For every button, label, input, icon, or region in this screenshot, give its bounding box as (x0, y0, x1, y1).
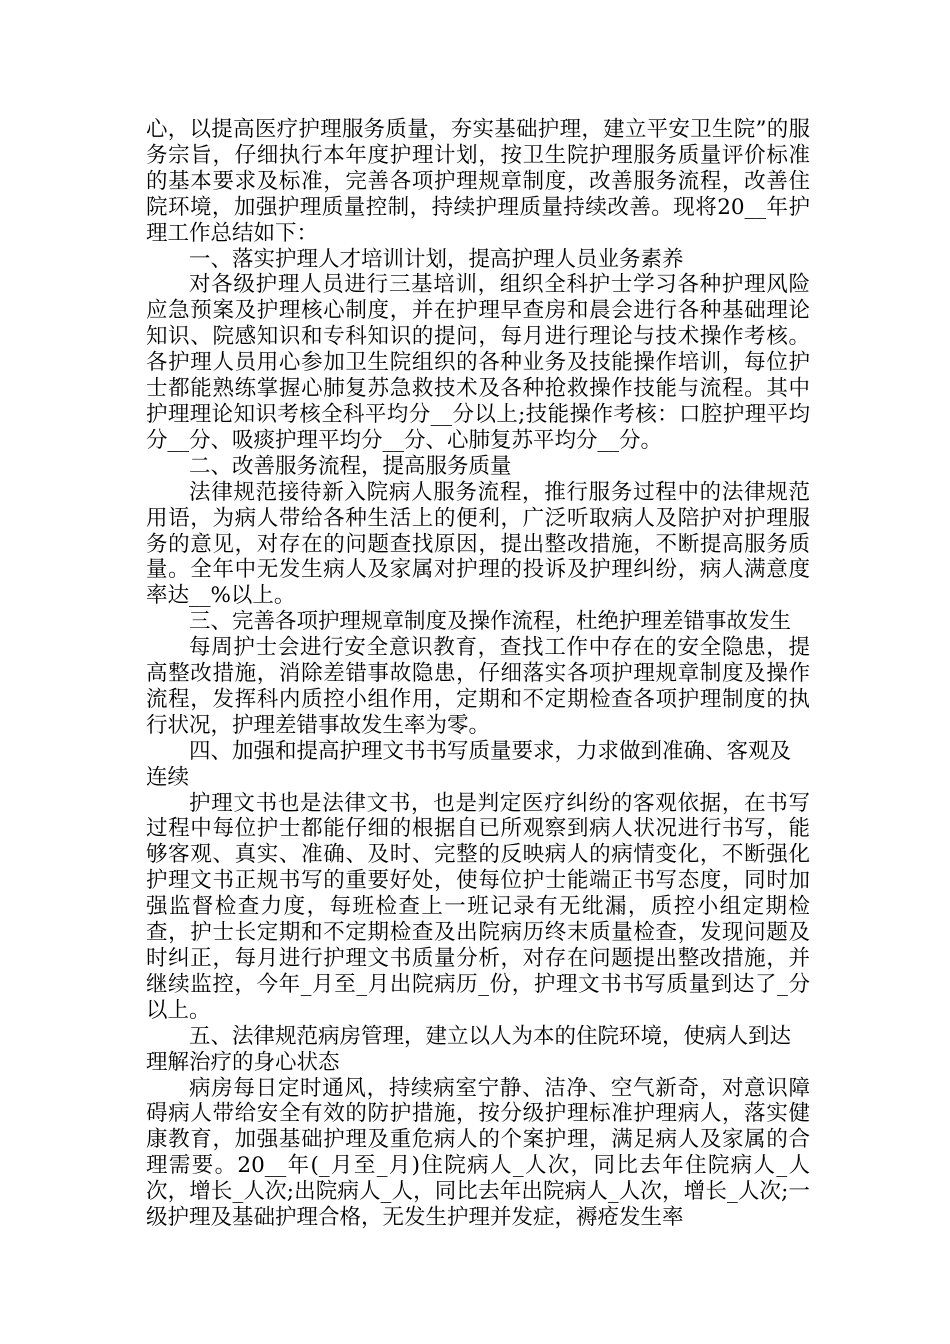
intro-paragraph: 心，以提高医疗护理服务质量，夯实基础护理，建立平安卫生院”的服务宗旨，仔细执行本年度护理计划，按卫生院护理服务质量评价标准的基本要求及标准，完善各项护理规章制度，改善服务流程，改善住院环境，加强护理质量控制，持续护理质量持续改善。现将20__年护理工作总结如下： (146, 117, 810, 246)
section-body: 法律规范接待新入院病人服务流程，推行服务过程中的法律规范用语，为病人带给各种生活上的便利，广泛听取病人及陪护对护理服务的意见，对存在的问题查找原因，提出整改措施，不断提高服务质量。全年中无发生病人及家属对护理的投诉及护理纠纷，病人满意度率达__%以上。 (146, 479, 810, 609)
document-page (146, 117, 810, 1231)
section-5 (146, 1024, 810, 1231)
section-3 (146, 609, 810, 739)
section-heading: 二、改善服务流程，提高服务质量 (189, 453, 512, 479)
section-body: 护理文书也是法律文书，也是判定医疗纠纷的客观依据，在书写过程中每位护士都能仔细的根据自已所观察到病人状况进行书写，能够客观、真实、准确、及时、完整的反映病人的病情变化，不断强化护理文书正规书写的重要好处，使每位护士能端正书写态度，同时加强监督检查力度，每班检查上一班记录有无纰漏，质控小组定期检查，护士长定期和不定期检查及出院病历终末质量检查，发现问题及时纠正，每月进行护理文书质量分析，对存在问题提出整改措施，并继续监控，今年_月至_月出院病历_份，护理文书书写质量到达了_分以上。 (146, 790, 810, 1023)
section-heading: 五、法律规范病房管理，建立以人为本的住院环境，使病人到达理解治疗的身心状态 (146, 1023, 792, 1075)
section-2 (146, 454, 810, 609)
section-body: 病房每日定时通风，持续病室宁静、洁净、空气新奇，对意识障碍病人带给安全有效的防护措施，按分级护理标准护理病人，落实健康教育，加强基础护理及重危病人的个案护理，满足病人及家属的合理需要。20__年(_月至_月)住院病人_人次，同比去年住院病人_人次，增长_人次;出院病人_人，同比去年出院病人_人次，增长_人次;一级护理及基础护理合格，无发生护理并发症，褥疮发生率 (146, 1075, 810, 1231)
section-heading: 一、落实护理人才培训计划，提高护理人员业务素养 (189, 246, 684, 272)
section-heading: 四、加强和提高护理文书书写质量要求，力求做到准确、客观及连续 (146, 738, 792, 790)
section-body: 每周护士会进行安全意识教育，查找工作中存在的安全隐患，提高整改措施，消除差错事故隐患，仔细落实各项护理规章制度及操作流程，发挥科内质控小组作用，定期和不定期检查各项护理制度的执行状况，护理差错事故发生率为零。 (146, 635, 810, 738)
section-4 (146, 739, 810, 1024)
section-body: 对各级护理人员进行三基培训，组织全科护士学习各种护理风险应急预案及护理核心制度，并在护理早查房和晨会进行各种基础理论知识、院感知识和专科知识的提问，每月进行理论与技术操作考核。各护理人员用心参加卫生院组织的各种业务及技能操作培训，每位护士都能熟练掌握心肺复苏急救技术及各种抢救操作技能与流程。其中护理理论知识考核全科平均分__分以上;技能操作考核：口腔护理平均分__分、吸痰护理平均分__分、心肺复苏平均分__分。 (146, 272, 810, 453)
section-heading: 三、完善各项护理规章制度及操作流程，杜绝护理差错事故发生 (189, 609, 792, 635)
section-1 (146, 247, 810, 454)
